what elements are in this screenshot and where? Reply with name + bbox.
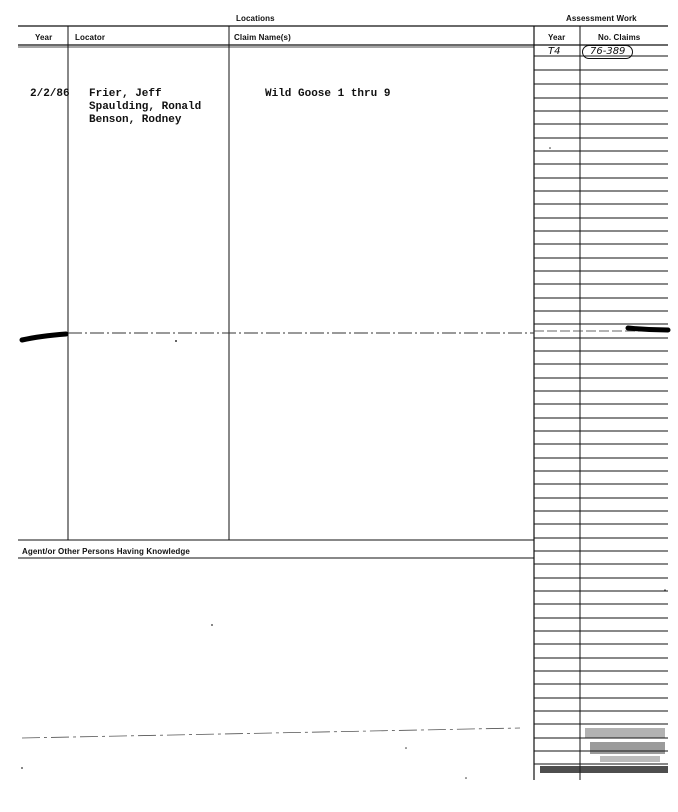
locator-2: Spaulding, Ronald bbox=[89, 101, 202, 113]
aw-year-column-header: Year bbox=[548, 33, 566, 42]
no-claims-column-header: No. Claims bbox=[598, 33, 641, 42]
locator-3: Benson, Rodney bbox=[89, 114, 182, 126]
agent-label: Agent/or Other Persons Having Knowledge bbox=[22, 547, 190, 556]
assessment-year-handwritten: T4 bbox=[548, 46, 561, 57]
entry-year: 2/2/86 bbox=[30, 88, 70, 100]
claim-names-column-header: Claim Name(s) bbox=[234, 33, 291, 42]
locator-1: Frier, Jeff bbox=[89, 88, 162, 100]
locator-column-header: Locator bbox=[75, 33, 106, 42]
assessment-claims-handwritten: 76-389 bbox=[582, 45, 633, 59]
year-column-header: Year bbox=[35, 33, 53, 42]
claim-name: Wild Goose 1 thru 9 bbox=[265, 88, 391, 100]
locations-header: Locations bbox=[236, 14, 275, 23]
assessment-work-header: Assessment Work bbox=[566, 14, 637, 23]
scan-noise bbox=[540, 728, 668, 773]
